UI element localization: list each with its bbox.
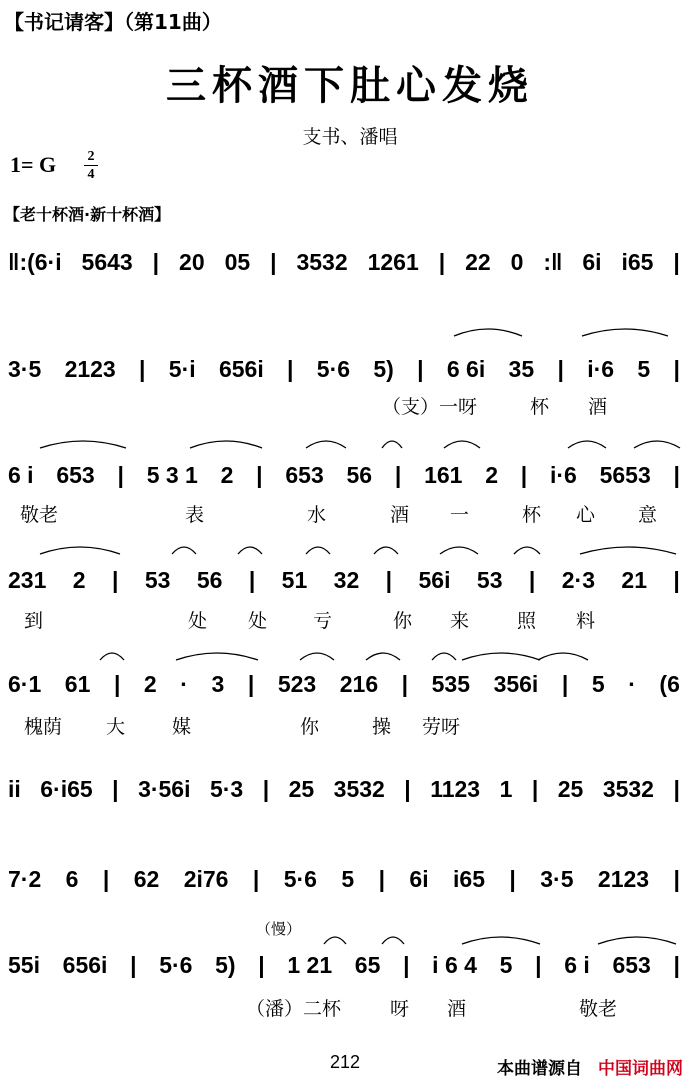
slur-arc: [306, 441, 346, 448]
bar-line: |: [111, 566, 119, 593]
note-group: 656i: [62, 951, 108, 978]
lyric-word: 一: [450, 504, 470, 526]
note-group: 231: [8, 566, 47, 593]
note-group: 55i: [8, 951, 40, 978]
note-group: 523: [277, 670, 317, 697]
note-group: 5: [591, 670, 605, 697]
slur-arc: [374, 547, 398, 554]
note-group: 35: [508, 355, 535, 382]
lyric-word: 意: [638, 504, 658, 526]
slur-arc: [172, 547, 196, 554]
bar-line: |: [531, 775, 539, 802]
bar-line: |: [535, 951, 542, 978]
bar-line: |: [673, 566, 680, 593]
note-group: 25: [288, 775, 315, 802]
lyric-word: 亏: [313, 610, 333, 632]
note-group: 5643: [81, 248, 133, 275]
bar-line: |: [262, 775, 270, 802]
bar-line: |: [673, 355, 680, 382]
slur-arc: [382, 441, 402, 448]
note-group: 161: [424, 461, 463, 488]
slur-arc: [382, 937, 404, 944]
bar-line: |: [139, 355, 146, 382]
note-group: 32: [333, 566, 360, 593]
bar-line: |: [417, 355, 424, 382]
time-signature-bottom: 4: [84, 165, 98, 183]
note-group: 3·56i: [138, 775, 191, 802]
bar-line: |: [113, 670, 121, 697]
lyric-word: 槐荫: [24, 716, 63, 738]
lyric-word: 媒: [172, 716, 192, 738]
note-group: 1123: [430, 775, 481, 802]
lyric-word: 酒: [447, 998, 467, 1020]
bar-line: |: [520, 461, 528, 488]
note-group: 25: [557, 775, 584, 802]
note-group: ii: [8, 775, 21, 802]
note-group: 6 i: [564, 951, 590, 978]
note-group: 6·1: [8, 670, 42, 697]
note-group: 2i76: [183, 865, 229, 892]
note-group: 53: [476, 566, 503, 593]
lyric-word: 处: [188, 610, 208, 632]
slur-arc: [40, 441, 126, 448]
bar-line: |: [152, 248, 160, 275]
slur-arc: [462, 653, 540, 660]
bar-line: |: [673, 461, 680, 488]
note-group: 1 21: [287, 951, 333, 978]
slur-arc: [568, 441, 606, 448]
note-group: 65: [354, 951, 381, 978]
note-group: 5·6: [316, 355, 351, 382]
lyric-word: 杯: [522, 504, 542, 526]
lyric-word: 敬老: [579, 998, 618, 1020]
lyric-word: 到: [24, 610, 44, 632]
lyric-word: 敬老: [20, 504, 59, 526]
note-group: 56: [196, 566, 223, 593]
note-group: 2: [143, 670, 157, 697]
note-group: :‖: [543, 248, 563, 275]
key-signature: 1= G: [10, 152, 57, 177]
time-signature-top: 2: [87, 149, 95, 164]
bar-line: |: [256, 461, 263, 488]
slur-arc: [366, 653, 400, 660]
bar-line: |: [561, 670, 569, 697]
lyric-word: 来: [450, 610, 470, 632]
bar-line: |: [673, 951, 680, 978]
note-group: 5653: [599, 461, 651, 488]
note-group: 6 6i: [446, 355, 486, 382]
note-group: 2123: [64, 355, 116, 382]
slur-arc: [440, 547, 478, 554]
note-group: 535: [431, 670, 471, 697]
note-group: 2: [220, 461, 234, 488]
note-group: 6: [65, 865, 79, 892]
lyric-word: （潘）二杯: [246, 998, 342, 1020]
note-group: ·: [180, 670, 188, 697]
lyric-word: 呀: [390, 998, 410, 1020]
bar-line: |: [258, 951, 265, 978]
note-group: 0: [510, 248, 524, 275]
note-group: 2·3: [561, 566, 595, 593]
note-group: 05: [224, 248, 251, 275]
note-group: 656i: [218, 355, 264, 382]
slur-arc: [444, 441, 480, 448]
note-group: 5: [499, 951, 513, 978]
bar-line: |: [112, 775, 119, 802]
page-number: 212: [330, 1052, 361, 1072]
bar-line: |: [102, 865, 110, 892]
bar-line: |: [117, 461, 124, 488]
bar-line: |: [394, 461, 402, 488]
note-group: 653: [56, 461, 95, 488]
bar-line: |: [528, 566, 536, 593]
tune-label: 【老十杯酒·新十杯酒】: [4, 205, 171, 224]
bar-line: |: [378, 865, 386, 892]
note-group: 3·5: [540, 865, 574, 892]
lyric-word: 处: [248, 610, 268, 632]
note-group: 2123: [597, 865, 650, 892]
slur-arc: [432, 653, 456, 660]
header-label: 【书记请客】（第11曲）: [4, 10, 222, 34]
bar-line: |: [401, 670, 409, 697]
song-title: 三杯酒下肚心发烧: [166, 62, 534, 109]
note-group: 653: [612, 951, 651, 978]
bar-line: |: [673, 248, 680, 275]
slur-arc: [176, 653, 258, 660]
slur-arc: [40, 547, 120, 554]
note-group: i·6: [549, 461, 577, 488]
lyric-word: 表: [185, 504, 205, 526]
singer-credit: 支书、潘唱: [302, 126, 398, 148]
note-group: i65: [453, 865, 485, 892]
tempo-mark: （慢）: [256, 920, 302, 938]
note-group: 5: [341, 865, 355, 892]
bar-line: |: [438, 248, 446, 275]
bar-line: |: [287, 355, 294, 382]
note-group: 5 3 1: [146, 461, 198, 488]
note-group: 51: [281, 566, 308, 593]
note-group: 56i: [418, 566, 451, 593]
note-group: 3: [211, 670, 225, 697]
slur-arc: [514, 547, 540, 554]
slur-arc: [238, 547, 262, 554]
note-group: (6: [659, 670, 680, 697]
note-group: 356i: [493, 670, 539, 697]
note-group: 6i: [409, 865, 429, 892]
lyric-word: 心: [576, 504, 596, 526]
bar-line: |: [247, 670, 255, 697]
bar-line: |: [130, 951, 137, 978]
lyric-word: 大: [106, 716, 126, 738]
lyric-word: （支）一呀: [382, 396, 478, 418]
note-group: 3532: [333, 775, 385, 802]
note-group: 7·2: [8, 865, 42, 892]
lyric-word: 水: [307, 504, 327, 526]
lyric-word: 你: [300, 716, 320, 738]
bar-line: |: [385, 566, 393, 593]
note-group: ·: [628, 670, 636, 697]
lyric-word: 酒: [390, 504, 410, 526]
lyric-word: 酒: [588, 396, 608, 418]
bar-line: |: [404, 775, 411, 802]
lyric-word: 劳呀: [422, 716, 461, 738]
slur-arc: [598, 937, 676, 944]
note-group: 5·6: [159, 951, 193, 978]
note-group: i 6 4: [432, 951, 477, 978]
note-group: i65: [621, 248, 654, 275]
slur-arc: [454, 329, 522, 336]
note-group: 216: [339, 670, 379, 697]
bar-line: |: [557, 355, 564, 382]
note-group: 3532: [296, 248, 348, 275]
note-group: 53: [144, 566, 171, 593]
slur-arc: [300, 653, 334, 660]
note-group: 5·i: [168, 355, 196, 382]
note-group: 56: [346, 461, 373, 488]
lyric-word: 料: [576, 610, 596, 632]
note-group: i·6: [587, 355, 615, 382]
note-group: 21: [621, 566, 647, 593]
note-group: ‖:(6·i: [8, 248, 62, 275]
source-label: 本曲谱源自: [497, 1059, 582, 1079]
note-group: 5·3: [209, 775, 244, 802]
source-site-link[interactable]: 中国词曲网: [598, 1059, 683, 1079]
note-group: 2: [72, 566, 86, 593]
note-group: 1261: [367, 248, 419, 275]
note-group: 6·i65: [40, 775, 93, 802]
note-group: 6i: [582, 248, 602, 275]
note-group: 1: [499, 775, 513, 802]
slur-arc: [190, 441, 262, 448]
note-group: 5): [373, 355, 394, 382]
slur-arc: [462, 937, 540, 944]
lyric-word: 照: [517, 610, 537, 632]
bar-line: |: [509, 865, 516, 892]
bar-line: |: [252, 865, 260, 892]
slur-arc: [538, 653, 588, 660]
note-group: 2: [485, 461, 499, 488]
lyric-word: 操: [372, 716, 392, 738]
bar-line: |: [673, 775, 680, 802]
note-group: 6 i: [8, 461, 34, 488]
note-group: 62: [133, 865, 160, 892]
bar-line: |: [248, 566, 256, 593]
note-group: 5: [637, 355, 651, 382]
lyric-word: 你: [393, 610, 413, 632]
note-group: 61: [64, 670, 91, 697]
bar-line: |: [673, 865, 680, 892]
slur-arc: [324, 937, 346, 944]
slur-arc: [634, 441, 680, 448]
note-group: 3532: [602, 775, 654, 802]
bar-line: |: [270, 248, 277, 275]
note-group: 22: [465, 248, 491, 275]
bar-line: |: [403, 951, 410, 978]
lyric-word: 杯: [530, 396, 550, 418]
note-group: 653: [285, 461, 324, 488]
slur-arc: [580, 547, 676, 554]
note-group: 3·5: [8, 355, 42, 382]
note-group: 20: [179, 248, 205, 275]
note-group: 5): [215, 951, 236, 978]
slur-arc: [100, 653, 124, 660]
slur-arc: [306, 547, 330, 554]
slur-arc: [582, 329, 668, 336]
note-group: 5·6: [283, 865, 317, 892]
